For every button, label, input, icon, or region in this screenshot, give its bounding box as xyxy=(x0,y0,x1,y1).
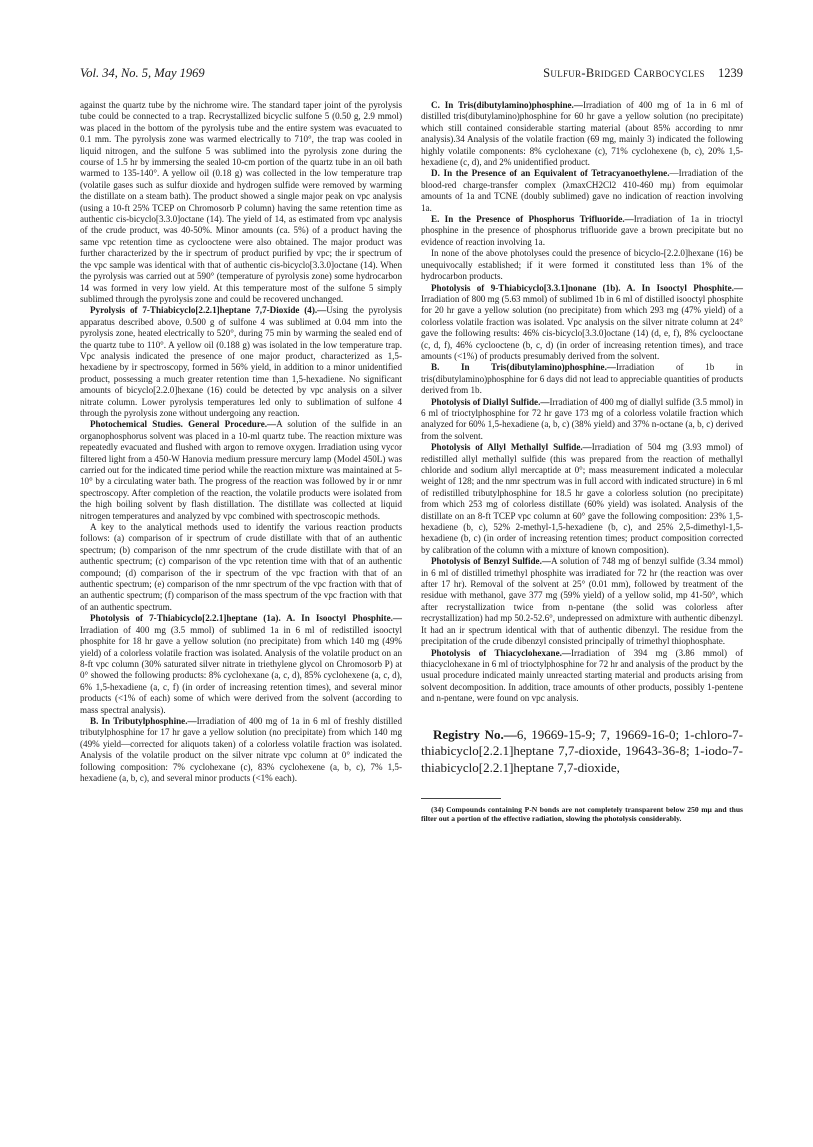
paragraph-text: A key to the analytical methods used to identify the various reaction products follows: (a) comparison of ir spectrum of crude distillate with that of an authentic spectrum; (b) comparison of the nmr spectrum of the crude distillate with that of an authentic spectrum; (c) comparison of the vpc retention time with that of an authentic compound; (d) comparison of the ir spectrum of the vpc fraction with that of an authentic spectrum; (e) comparison of the nmr spectrum of the vpc fraction with that of an authentic spectrum; (f) comparison of the mass spectrum of the vpc fraction with that of an authentic spectrum. xyxy=(80,522,402,612)
journal-volume-issue: Vol. 34, No. 5, May 1969 xyxy=(80,66,205,80)
paragraph-text: against the quartz tube by the nichrome wire. The standard taper joint of the pyrolysis tube could be connected to a trap. Recrystallized bicyclic sulfone 5 (0.50 g, 2.9 mmol) was placed in the bottom of the pyrolysis tube and the entire system was evacuated to 0.1 mm. The pyrolysis zone was warmed electrically to 710°, the trap was cooled in liquid nitrogen, and the sulfone 5 was sublimed into the pyrolysis zone during the course of 1.5 hr by immersing the sealed 10-cm portion of the quartz tube in an oil bath warmed to 135-140°. A yellow oil (0.18 g) was collected in the low temperature trap (volatile gases such as sulfur dioxide and hydrogen sulfide were removed by warming the distillate on a steam bath). The product showed a single major peak on vpc analysis (using a 10-ft 25% TCEP on Chromosorb P column) having the same retention time as authentic cis-bicyclo[3.3.0]octane (14). The yield of 14, as estimated from vpc analysis of the crude product, was 40-50%. Minor amounts (ca. 5%) of a product having the same vpc retention time as cyclooctene were also obtained. The major product was further characterized by the ir spectrum of product purified by vpc; the ir spectrum of the vpc sample was identical with that of authentic cis-bicyclo[3.3.0]octane (14). When the pyrolysis was carried out at 590° (temperature of pyrolysis zone) some hydrocarbon 14 was formed in very low yield. At this temperature most of the sulfone 5 simply sublimed through the pyrolysis zone and could be recovered unchanged. xyxy=(80,100,402,304)
paragraph-heading: Photochemical Studies. General Procedure.— xyxy=(90,419,277,430)
footnote-34: (34) Compounds containing P-N bonds are not completely transparent below 250 mμ and thus filter out a portion of the effective radiation, slowing the photolysis considerably. xyxy=(421,805,743,824)
paragraph-heading: B. In Tris(dibutylamino)phosphine.— xyxy=(431,362,616,373)
right-paragraph xyxy=(421,556,743,647)
right-column-paragraphs xyxy=(421,100,743,705)
paragraph-text: Using the pyrolysis apparatus described above, 0.500 g of sulfone 4 was sublimed at 0.04 mm into the pyrolysis zone, heated electrically to 520°, during 75 min by warming the sealed end of the quartz tube to 110°. A yellow oil (0.188 g) was isolated in the low temperature trap. Vpc analysis indicated the presence of one major product, characterized as 1,5-hexadiene by ir spectroscopy, formed in 56% yield, in addition to a minor unidentified product, possessing a much greater retention time than 1,5-hexadiene. No significant amounts of bicyclo[2.2.0]hexane (16) could be detected by vpc analysis on a silver nitrate column. Lower pyrolysis temperatures led only to sublimation of sulfone 4 through the pyrolysis zone without undergoing any reaction. xyxy=(80,305,403,418)
paragraph-heading: Pyrolysis of 7-Thiabicyclo[2.2.1]heptane 7,7-Dioxide (4).— xyxy=(90,305,327,316)
paragraph-heading: Photolysis of Benzyl Sulfide.— xyxy=(431,556,551,567)
paragraph-heading: B. In Tributylphosphine.— xyxy=(90,715,197,726)
right-paragraph xyxy=(421,168,743,214)
running-head xyxy=(80,66,743,92)
paragraph-heading: Photolysis of Thiacyclohexane.— xyxy=(431,647,572,658)
footnote-rule xyxy=(421,798,501,799)
paragraph-heading: Photolysis of Diallyl Sulfide.— xyxy=(431,396,550,407)
left-paragraph xyxy=(80,100,402,305)
left-column xyxy=(80,100,402,824)
paragraph-heading: C. In Tris(dibutylamino)phosphine.— xyxy=(431,100,583,110)
paragraph-text: Irradiation of 400 mg of 1a in 6 ml of distilled tris(dibutylamino)phosphine for 60 hr gave a yellow solution (no precipitate) which still contained considerable starting material (about 85% according to nmr analysis).34 Analysis of the volatile fraction (69 mg, mainly 3) indicated the following highly volatile components: 8% cyclohexane (c), 71% cyclohexene (b, c), 20% 1,5-hexadiene (c, d), and 2% unidentified product. xyxy=(421,100,743,168)
paragraph-text: Irradiation of 1a in trioctyl phosphine in the presence of phosphorus trifluoride gave a brown precipitate but no evidence of reaction involving 1a. xyxy=(421,214,743,247)
paragraph-heading: E. In the Presence of Phosphorus Trifluoride.— xyxy=(431,214,634,225)
paragraph-text: Irradiation of 504 mg (3.93 mmol) of redistilled allyl methallyl sulfide (this was prepared from the reaction of methallyl chloride and sodium allyl mercaptide at 0°; mass measurement indicated a molecular weight of 128; and the nmr spectrum was in full accord with indicated structure) in 6 ml of redistilled tributylphosphine for 18.5 hr gave a colorless solution (no precipitate) from which 253 mg of colorless distillate (60% yield) was isolated. Analysis of the distillate on an 8-ft TCEP vpc column at 60° gave the following composition: 23% 1,5-hexadiene (b, c), 52% 2-methyl-1,5-hexadiene (b, c), and 25% 2,5-dimethyl-1,5-hexadiene (b, c) (in order of increasing retention times; product composition corrected by calibration of the column with a mixture of known composition). xyxy=(421,442,743,555)
right-paragraph xyxy=(421,100,743,168)
right-paragraph xyxy=(421,397,743,443)
registry-numbers xyxy=(421,727,743,777)
left-paragraph xyxy=(80,613,402,716)
paragraph-text: Irradiation of 1b in tris(dibutylamino)phosphine for 6 days did not lead to appreciable quantities of products derived from 1b. xyxy=(421,362,743,396)
registry-label: Registry No.— xyxy=(433,726,517,742)
paragraph-text: Irradiation of 400 mg of 1a in 6 ml of freshly distilled tributylphosphine for 17 hr gave a yellow solution (no precipitate) from which 140 mg (49% yield—corrected for aliquots taken) of a colorless volatile fraction was isolated. Analysis of the volatile product on the silver nitrate vpc column at 0° indicated the following composition: 7% cyclohexane (c), 83% cyclohexene (a, b, c), 7% 1,5-hexadiene (a, b, c), and several minor products (<1% each). xyxy=(80,715,402,783)
paragraph-text: A solution of the sulfide in an organophosphorus solvent was placed in a 10-ml quartz tube. The reaction mixture was repeatedly evacuated and flushed with argon to remove oxygen. Irradiation using vycor filtered light from a 450-W Hanovia medium pressure mercury lamp (Model 450L) was carried out for the indicated time period while the reaction mixture was maintained at 5-10° by a circulating water bath. The progress of the reaction was followed by ir or nmr spectroscopy. After completion of the reaction, the volatile products were isolated from the high boiling solvent by flash distillation. The distillate was collected at liquid nitrogen temperatures and analyzed by vpc combined with spectroscopic methods. xyxy=(80,419,402,521)
running-title: Sulfur-Bridged Carbocycles xyxy=(543,66,705,80)
right-paragraph xyxy=(421,214,743,248)
left-paragraph xyxy=(80,419,402,522)
right-column xyxy=(421,100,743,824)
paragraph-text: Irradiation of 400 mg (3.5 mmol) of sublimed 1a in 6 ml of redistilled isooctyl phosphite for 18 hr gave a yellow solution (no precipitate) from which 140 mg (49% yield) of a colorless volatile fraction was isolated. Analysis of the volatile product on an 8-ft vpc column (30% saturated silver nitrate in triethylene glycol on Chromosorb P) at 0° showed the following products: 8% cyclohexane (a, c, d), 85% cyclohexene (a, c, d), 6% 1,5-hexadiene (a, c, f) (in order of increasing retention times), and several minor products (<1% of each) some of which were derived from the solvent (according to mass spectral analysis). xyxy=(80,624,402,715)
two-column-body xyxy=(80,100,743,824)
left-paragraph xyxy=(80,522,402,613)
paragraph-text: Irradiation of 400 mg of diallyl sulfide (3.5 mmol) in 6 ml of trioctylphosphine for 72 hr gave 173 mg of a colorless volatile fraction which analyzed for 60% 1,5-hexadiene (a, b, c) (38% yield) and 37% n-octane (a, b, c) derived from the solvent. xyxy=(421,396,743,441)
registry-text: 6, 19669-15-9; 7, 19669-16-0; 1-chloro-7-thiabicyclo[2.2.1]heptane 7,7-dioxide, 19643-36-8; 1-iodo-7-thiabicyclo[2.2.1]heptane 7,7-dioxide, xyxy=(421,726,743,775)
right-paragraph xyxy=(421,648,743,705)
running-head-right xyxy=(533,66,743,81)
left-paragraph xyxy=(80,305,402,419)
paragraph-text: Irradiation of 800 mg (5.63 mmol) of sublimed 1b in 6 ml of distilled isooctyl phosphite for 20 hr gave a yellow solution (no precipitate) from which 293 mg (47% yield) of a colorless volatile fraction was isolated. Vpc analysis on the silver nitrate column at 24° gave the following results: 46% cis-bicyclo[3.3.0]octane (14) (d, e, f), 8% cyclooctane (c, d, f), 46% cyclooctene (b, c, d) (in order of increasing retention times), and trace amounts (<1%) of products presumably derived from the solvent. xyxy=(421,293,743,361)
right-paragraph xyxy=(421,442,743,556)
right-paragraph xyxy=(421,248,743,282)
right-paragraph xyxy=(421,362,743,396)
paragraph-text: A solution of 748 mg of benzyl sulfide (3.34 mmol) in 6 ml of distilled trimethyl phosphite was irradiated for 72 hr (the reaction was over after 17 hr). Removal of the solvent at 25° (0.01 mm), followed by treatment of the residue with methanol, gave 377 mg (59% yield) of a yellow solid, mp 41-50°, which after recrystallization twice from n-pentane (the solid was colorless after recrystallization) had mp 50.2-52.6°, undepressed on admixture with authentic dibenzyl. It had an ir spectrum identical with that of authentic dibenzyl. The residue from the precipitation of the crude dibenzyl consisted principally of trimethyl thiophosphate. xyxy=(421,556,743,647)
paragraph-heading: D. In the Presence of an Equivalent of Tetracyanoethylene. xyxy=(431,168,670,179)
paragraph-heading: Photolysis of 7-Thiabicyclo[2.2.1]heptane (1a). A. In Isooctyl Phosphite.— xyxy=(90,613,402,624)
left-paragraph xyxy=(80,716,402,784)
paragraph-text: Irradiation of 394 mg (3.86 mmol) of thiacyclohexane in 6 ml of trioctylphosphine for 72 hr and analysis of the product by the usual procedure indicated mainly unreacted starting material and products arising from solvent decomposition. In addition, trace amounts of other products, possibly 1-pentene and n-pentane, were found on vpc analysis. xyxy=(421,647,743,704)
paragraph-text: In none of the above photolyses could the presence of bicyclo-[2.2.0]hexane (16) be unequivocally established; if it were formed it constituted less than 1% of the hydrocarbon products. xyxy=(421,248,743,282)
page-number: 1239 xyxy=(718,66,743,80)
right-paragraph xyxy=(421,283,743,363)
paragraph-heading: Photolysis of Allyl Methallyl Sulfide.— xyxy=(431,442,592,453)
paragraph-text: —Irradiation of the blood-red charge-transfer complex (λmaxCH2Cl2 410-460 mμ) from equimolar amounts of 1a and TCNE (doubly sublimed) gave no indication of reaction involving 1a. xyxy=(421,168,743,213)
paragraph-heading: Photolysis of 9-Thiabicyclo[3.3.1]nonane (1b). A. In Isooctyl Phosphite.— xyxy=(431,282,743,293)
